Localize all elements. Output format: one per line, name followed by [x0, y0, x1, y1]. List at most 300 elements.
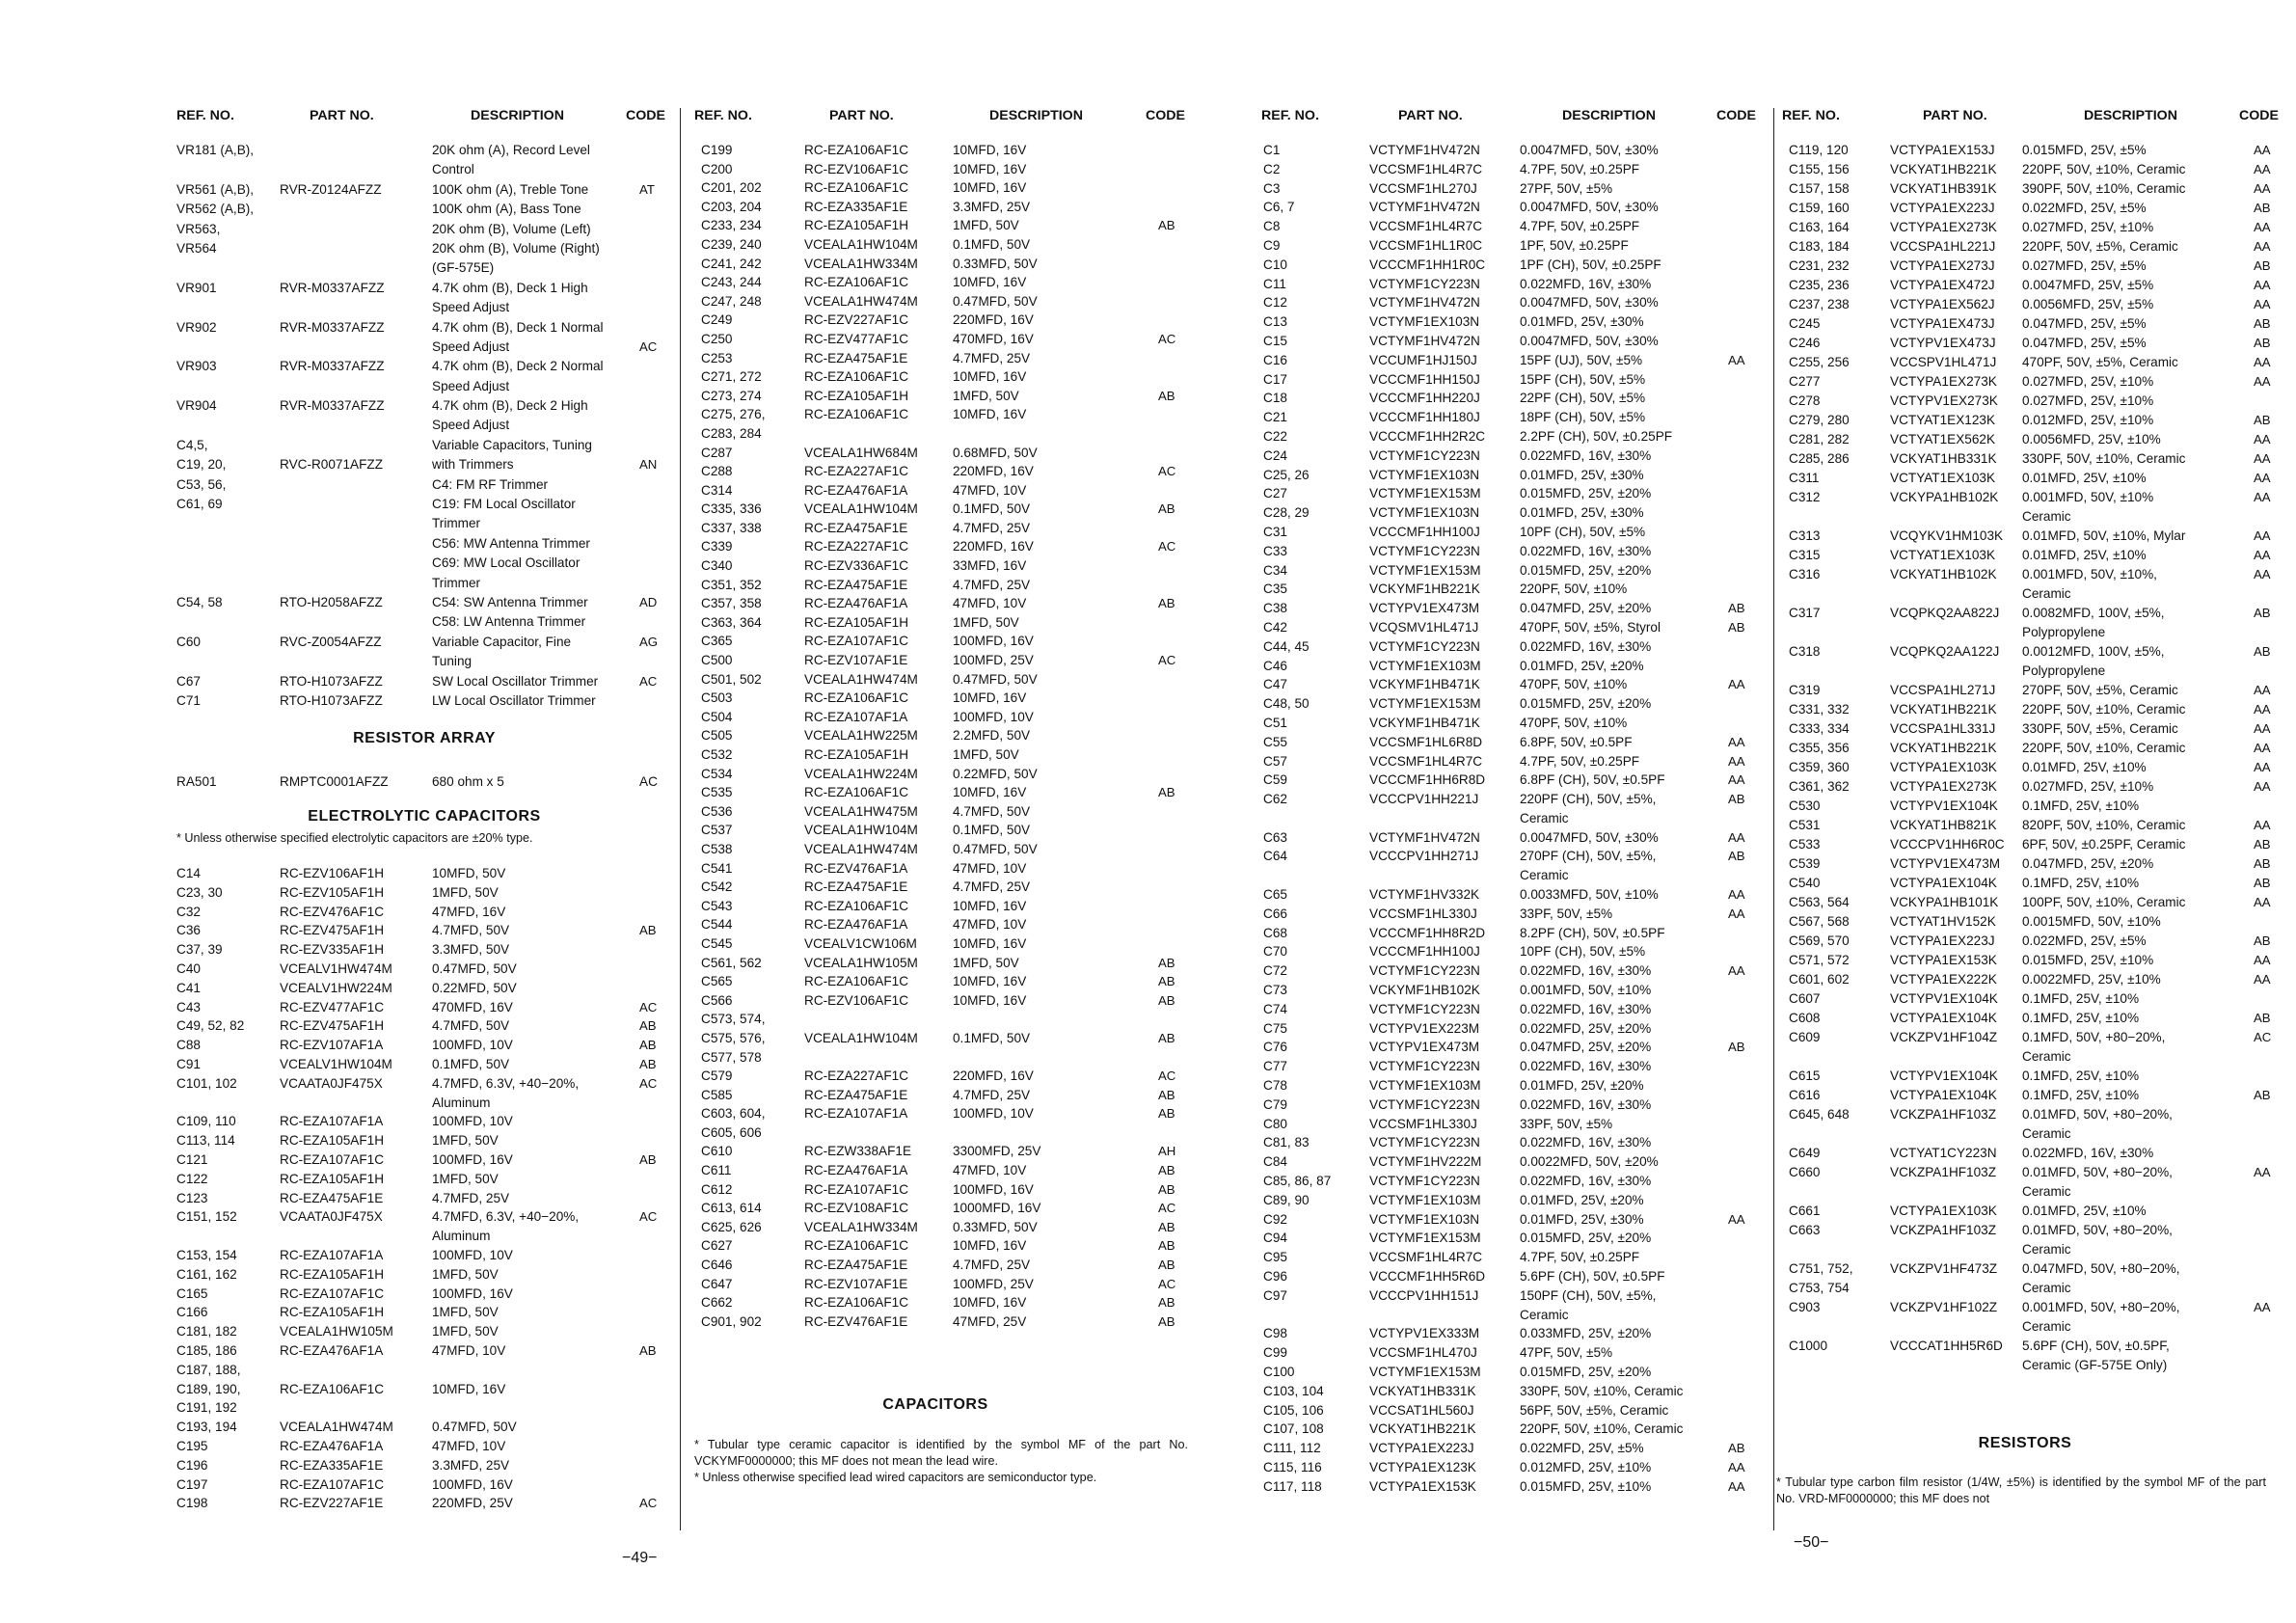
code: AA [2254, 972, 2271, 987]
part-no: VCKYPA1HB102K [1890, 490, 1999, 504]
code: AA [2254, 355, 2271, 369]
ref-no: C616 [1789, 1088, 1821, 1102]
description: 220MFD, 16V [953, 312, 1034, 328]
description: 20K ohm (B), Volume (Right) [432, 240, 600, 256]
description: 0.01MFD, 25V, ±30% [1520, 467, 1644, 482]
table-row [1782, 509, 2288, 528]
table-row [694, 1314, 1176, 1334]
table-row [176, 866, 670, 885]
table-row [1261, 544, 1763, 563]
part-no: RC-EZA476AF1A [804, 917, 908, 933]
table-row [176, 359, 670, 378]
ref-no: C198 [176, 1496, 208, 1511]
ref-no: C92 [1263, 1211, 1287, 1227]
header-code: CODE [2239, 108, 2279, 123]
ref-no: C315 [1789, 548, 1821, 562]
part-no: VCTYPA1EX223J [1890, 201, 1995, 215]
description: 0.01MFD, 25V, ±30% [1520, 314, 1644, 330]
ref-no: C573, 574, [701, 1012, 766, 1027]
ref-no: C187, 188, [176, 1362, 241, 1377]
part-no: VCTYMF1EX103N [1369, 314, 1480, 330]
ref-no: C197 [176, 1476, 208, 1492]
part-no: RC-EZA106AF1C [804, 898, 909, 913]
table-row [176, 457, 670, 476]
code: AA [2254, 1165, 2271, 1179]
ref-no: C46 [1263, 658, 1287, 673]
table-row [1782, 490, 2288, 509]
code: AA [2254, 528, 2271, 543]
code: AB [1158, 1106, 1175, 1122]
ref-no: C235, 236 [1789, 278, 1850, 292]
ref-no: C603, 604, [701, 1106, 766, 1122]
part-no: RC-EZA476AF1A [280, 1438, 384, 1453]
description: 0.1MFD, 25V, ±10% [2022, 1011, 2140, 1025]
table-row [1782, 220, 2288, 239]
description: (GF-575E) [432, 260, 495, 276]
ref-no: C365 [701, 634, 733, 649]
description: 4.7K ohm (B), Deck 2 High [432, 398, 588, 414]
ref-no: C27 [1263, 486, 1287, 501]
ref-no: C203, 204 [701, 199, 762, 214]
description: 0.022MFD, 16V, ±30% [1520, 1096, 1652, 1112]
description: Trimmer [432, 516, 481, 531]
ref-no: C62 [1263, 792, 1287, 807]
code: AC [1158, 1068, 1176, 1084]
table-row [1782, 316, 2288, 336]
description: 10MFD, 50V [432, 866, 506, 880]
part-no: VCCCMF1HH1R0C [1369, 257, 1486, 272]
part-no: VCTYPA1EX222K [1890, 972, 1997, 987]
table-row [176, 1133, 670, 1152]
ref-no: C662 [701, 1295, 733, 1311]
part-no: RVR-M0337AFZZ [280, 398, 385, 414]
ref-no: C12 [1263, 295, 1287, 311]
ref-no: C318 [1789, 644, 1821, 659]
ref-no: C535 [701, 785, 733, 800]
part-no: VCEALA1HW225M [804, 728, 918, 744]
part-no: VCCSPA1HL221J [1890, 239, 1996, 254]
ref-no: C649 [1789, 1146, 1821, 1160]
code: AA [1728, 352, 1745, 367]
ref-no: C107, 108 [1263, 1421, 1324, 1437]
description: 3.3MFD, 25V [432, 1457, 510, 1473]
description: 0.47MFD, 50V [432, 1420, 517, 1435]
ref-no: C70 [1263, 944, 1287, 960]
code: AB [1158, 1219, 1175, 1234]
table-row [1782, 413, 2288, 432]
description: 220MFD, 16V [953, 539, 1034, 555]
table-row [694, 180, 1176, 200]
code: AC [1158, 1201, 1176, 1216]
ref-no: C361, 362 [1789, 779, 1850, 794]
description: 0.1MFD, 25V, ±10% [2022, 798, 2140, 813]
table-row [176, 1305, 670, 1324]
table-row [176, 1496, 670, 1515]
table-row [176, 143, 670, 162]
table-row [1261, 1345, 1763, 1365]
resistors-note: * Tubular type carbon film resistor (1/4W, ±5%) is identified by the symbol MF of the part No. VRD-MF0000000; this MF does not [1776, 1475, 2266, 1505]
part-no: VCTYMF1CY223N [1369, 1059, 1480, 1074]
part-no: VCCSMF1HL270J [1369, 180, 1477, 196]
ref-no: C647 [701, 1276, 733, 1291]
part-no: VCTYMF1CY223N [1369, 638, 1480, 654]
description: 0.022MFD, 25V, ±5% [1520, 1441, 1644, 1456]
description: 47MFD, 25V [953, 1313, 1027, 1329]
capacitors-note-2: * Unless otherwise specified lead wired capacitors are semiconductor type. [694, 1471, 1097, 1484]
part-no: VCCCPV1HH6R0C [1890, 837, 2005, 852]
description: 100MFD, 10V [432, 1247, 513, 1262]
description: 4.7K ohm (B), Deck 1 High [432, 280, 588, 295]
description: with Trimmers [432, 457, 514, 473]
header-ref: REF. NO. [1261, 108, 1319, 123]
table-row [1261, 525, 1763, 544]
table-row [1782, 953, 2288, 972]
section-title-resistor-array: RESISTOR ARRAY [353, 730, 496, 746]
table-row [694, 257, 1176, 276]
ref-no: C563, 564 [1789, 895, 1850, 909]
description: 0.1MFD, 25V, ±10% [2022, 876, 2140, 890]
part-no: RC-EZA475AF1E [804, 350, 908, 365]
ref-no: C571, 572 [1789, 953, 1850, 967]
table-row [694, 426, 1176, 446]
ref-no: C615 [1789, 1068, 1821, 1083]
table-row [1261, 601, 1763, 620]
part-no: VCEALA1HW474M [804, 841, 918, 856]
description: 4.7PF, 50V, ±0.25PF [1520, 753, 1640, 769]
part-no: RVR-M0337AFZZ [280, 359, 385, 374]
description: 0.1MFD, 50V, +80−20%, [2022, 1030, 2166, 1044]
ref-no: C577, 578 [701, 1049, 762, 1065]
description: 4.7MFD, 25V [953, 350, 1031, 365]
part-no: RC-EZA105AF1H [804, 747, 909, 762]
description: 100MFD, 16V [432, 1151, 513, 1167]
ref-no: C625, 626 [701, 1219, 762, 1234]
part-no: VCCCPV1HH151J [1369, 1287, 1479, 1303]
description: 0.015MFD, 25V, ±20% [1520, 562, 1652, 578]
ref-no: C40 [176, 960, 201, 976]
code: AA [1728, 1478, 1745, 1494]
description: 0.22MFD, 50V [953, 766, 1038, 781]
code: AB [639, 1038, 657, 1053]
table-row [1782, 471, 2288, 490]
table-row [1782, 876, 2288, 895]
table-row [176, 942, 670, 961]
description: 47MFD, 10V [953, 860, 1027, 876]
description: Polypropylene [2022, 625, 2106, 639]
description: Aluminum [432, 1229, 491, 1244]
ref-no: C195 [176, 1438, 208, 1453]
description: Speed Adjust [432, 378, 510, 393]
description: 1MFD, 50V [432, 1133, 499, 1149]
description: 0.33MFD, 50V [953, 256, 1038, 271]
code: AC [1158, 653, 1176, 668]
table-row [1782, 1319, 2288, 1339]
ref-no: C316 [1789, 567, 1821, 582]
part-no: VCTYAT1EX103K [1890, 471, 1996, 485]
ref-no: C505 [701, 728, 733, 744]
description: 220PF, 50V, ±10%, Ceramic [2022, 741, 2186, 755]
part-no: RC-EZA475AF1E [804, 879, 908, 895]
code: AA [2254, 683, 2271, 697]
ref-no: C8 [1263, 219, 1281, 234]
code: AA [2254, 162, 2271, 176]
table-row [1261, 505, 1763, 525]
table-row [176, 1038, 670, 1057]
code: AA [1728, 734, 1745, 749]
description: 10MFD, 16V [432, 1381, 506, 1396]
ref-no: C253 [701, 350, 733, 365]
code: AC [639, 1496, 658, 1511]
part-no: VCTYPA1EX273J [1890, 258, 1995, 273]
part-no: VCTYPA1EX273K [1890, 779, 1997, 794]
ref-no: C534 [701, 766, 733, 781]
table-row [176, 379, 670, 398]
page-number-right: −50− [1794, 1534, 1829, 1551]
description: 0.027MFD, 25V, ±10% [2022, 393, 2154, 408]
table-row [1261, 1117, 1763, 1136]
description: 10MFD, 16V [953, 180, 1027, 196]
description: 0.47MFD, 50V [953, 293, 1038, 309]
part-no: VCTYMF1EX153M [1369, 1231, 1481, 1246]
table-row [1782, 1126, 2288, 1146]
table-row [176, 1229, 670, 1248]
part-no: VCCCMF1HH5R6D [1369, 1269, 1486, 1285]
table-row [1782, 567, 2288, 586]
table-row [694, 1106, 1176, 1125]
ref-no: C288 [701, 464, 733, 479]
description: 330PF, 50V, ±5%, Ceramic [2022, 721, 2178, 736]
description: 0.012MFD, 25V, ±10% [1520, 1459, 1652, 1474]
part-no: VCKZPA1HF103Z [1890, 1223, 1997, 1237]
table-row [1782, 895, 2288, 914]
ref-no: VR901 [176, 280, 217, 295]
part-no: RVC-Z0054AFZZ [280, 634, 382, 649]
ref-no: C340 [701, 558, 733, 574]
code: AB [1158, 218, 1175, 233]
ref-no: C113, 114 [176, 1133, 235, 1149]
part-no: RC-EZA475AF1E [804, 577, 908, 592]
ref-no: C89, 90 [1263, 1192, 1310, 1207]
ref-no: C611 [701, 1163, 732, 1178]
ref-no: C25, 26 [1263, 467, 1310, 482]
part-no: RC-EZA106AF1C [804, 180, 909, 196]
ref-no: C279, 280 [1789, 413, 1850, 427]
description: Tuning [432, 654, 473, 669]
part-no: VCKYAT1HB331K [1369, 1383, 1476, 1398]
description: 0.015MFD, 25V, ±20% [1520, 1365, 1652, 1379]
part-no: VCTYPA1EX223J [1890, 933, 1995, 948]
table-row [1261, 792, 1763, 811]
table-row [694, 389, 1176, 408]
part-no: VCCCPV1HH271J [1369, 849, 1479, 864]
table-row [1782, 586, 2288, 606]
table-row [694, 275, 1176, 294]
table-row [1261, 1059, 1763, 1078]
description: 220PF (CH), 50V, ±5%, [1520, 792, 1657, 807]
ref-no: C543 [701, 898, 733, 913]
part-no: VCTYPA1EX104K [1890, 876, 1997, 890]
table-row [694, 332, 1176, 351]
table-row [694, 1238, 1176, 1258]
code: AC [639, 338, 658, 354]
table-row [694, 162, 1176, 181]
part-no: RVR-M0337AFZZ [280, 319, 385, 335]
table-row [694, 521, 1176, 540]
description: 4.7MFD, 25V [953, 1087, 1031, 1102]
table-row [1782, 779, 2288, 798]
table-row [694, 351, 1176, 370]
table-row [1782, 1339, 2288, 1358]
description: 1MFD, 50V [432, 884, 499, 900]
description: Ceramic [2022, 1126, 2071, 1141]
resistor-array-row [176, 774, 670, 794]
description: 0.1MFD, 50V [953, 1030, 1031, 1045]
ref-no: C75 [1263, 1020, 1287, 1036]
description: 10MFD, 16V [953, 974, 1027, 989]
part-no: VCEALA1HW474M [804, 671, 918, 687]
description: 0.047MFD, 25V, ±5% [2022, 336, 2147, 350]
table-row [176, 635, 670, 654]
table-row [694, 785, 1176, 804]
part-no: VCKYAT1HB821K [1890, 818, 1997, 832]
ref-no: C250 [701, 331, 733, 346]
description: 1MFD, 50V [953, 955, 1019, 970]
table-row [1261, 391, 1763, 410]
code: AN [639, 457, 658, 473]
ref-no: C96 [1263, 1269, 1287, 1285]
table-row [1782, 336, 2288, 355]
ref-no: C1 [1263, 143, 1281, 157]
part-no: VCCSMF1HL1R0C [1369, 237, 1483, 253]
ref-no: C35 [1263, 582, 1287, 597]
description: 10MFD, 16V [953, 143, 1027, 157]
table-row [1261, 334, 1763, 353]
table-row [1261, 1135, 1763, 1154]
description: 0.1MFD, 50V [953, 501, 1031, 517]
ref-no: C241, 242 [701, 256, 762, 271]
table-row [1782, 451, 2288, 471]
ref-no: C249 [701, 312, 733, 328]
part-no: RC-EZV475AF1H [280, 923, 385, 938]
code: AA [2254, 278, 2271, 292]
part-no: VCKYAT1HB331K [1890, 451, 1997, 466]
description: 100MFD, 16V [432, 1476, 513, 1492]
description: 0.47MFD, 50V [953, 841, 1038, 856]
ref-no: C532 [701, 747, 733, 762]
description: 0.022MFD, 16V, ±30% [1520, 963, 1652, 979]
table-row [1782, 258, 2288, 278]
ref-no: C605, 606 [701, 1124, 762, 1140]
part-no: RC-EZA335AF1E [280, 1457, 384, 1473]
code: AB [639, 1151, 657, 1167]
code: AA [2254, 143, 2271, 157]
part-no: VCKZPA1HF103Z [1890, 1107, 1997, 1122]
description: 10MFD, 16V [953, 1238, 1027, 1254]
part-no: RC-EZV477AF1C [804, 331, 909, 346]
code: AB [1728, 792, 1745, 807]
ref-no: C317 [1789, 606, 1821, 620]
part-no: VCTYMF1EX153M [1369, 486, 1481, 501]
table-row [176, 1114, 670, 1133]
table-row [1782, 297, 2288, 316]
description: 56PF, 50V, ±5%, Ceramic [1520, 1402, 1669, 1418]
ref-no: C55 [1263, 734, 1287, 749]
code: AB [1158, 785, 1175, 800]
table-row [176, 1248, 670, 1267]
description: 0.022MFD, 16V, ±30% [1520, 1059, 1652, 1074]
description: Ceramic [1520, 810, 1569, 825]
part-no: VCCSMF1HL470J [1369, 1345, 1477, 1361]
description: 10MFD, 16V [953, 992, 1027, 1008]
description: 330PF, 50V, ±10%, Ceramic [1520, 1383, 1684, 1398]
part-no: VCCCMF1HH100J [1369, 524, 1480, 539]
ref-no: C111, 112 [1263, 1441, 1321, 1456]
description: 0.047MFD, 25V, ±20% [2022, 856, 2154, 871]
part-no: VCTYPA1EX103K [1890, 1204, 1997, 1218]
description: 100K ohm (A), Treble Tone [432, 181, 589, 197]
table-row [176, 595, 670, 614]
table-row [176, 885, 670, 905]
ref-no: C337, 338 [701, 520, 762, 535]
part-no: RC-EZV105AF1H [280, 884, 385, 900]
header-part: PART NO. [1923, 108, 1987, 123]
table-row [176, 654, 670, 673]
part-no: VCCSMF1HL330J [1369, 906, 1477, 921]
ref-no: C565 [701, 974, 733, 989]
table-row [1261, 563, 1763, 582]
table-row [1261, 639, 1763, 659]
table-row [1261, 906, 1763, 926]
table-row [176, 1343, 670, 1363]
ref-no: C503 [701, 690, 733, 706]
ref-no: C2 [1263, 161, 1281, 176]
description: 100PF, 50V, ±10%, Ceramic [2022, 895, 2186, 909]
ref-no: C312 [1789, 490, 1821, 504]
code: AA [1728, 906, 1745, 921]
part-no: RC-EZV107AF1E [804, 653, 908, 668]
ref-no: C66 [1263, 906, 1287, 921]
part-no: RC-EZA106AF1C [804, 407, 909, 422]
description: 0.015MFD, 25V, ±5% [2022, 143, 2147, 157]
table-row [1782, 683, 2288, 702]
description: 47MFD, 10V [953, 482, 1027, 498]
code: AB [1728, 619, 1745, 635]
description: Speed Adjust [432, 300, 510, 315]
ref-no: C359, 360 [1789, 760, 1850, 774]
part-no: RC-EZA475AF1E [280, 1190, 384, 1205]
table-row [176, 1076, 670, 1096]
code: AC [1158, 464, 1176, 479]
parts-list [1782, 143, 2288, 1377]
ref-no: C500 [701, 653, 733, 668]
table-row [176, 438, 670, 457]
table-row [1261, 200, 1763, 219]
table-row [1782, 914, 2288, 933]
ref-no: C501, 502 [701, 671, 762, 687]
part-no: RC-EZV107AF1E [804, 1276, 908, 1291]
description: C69: MW Local Oscillator [432, 555, 581, 571]
description: Ceramic [2022, 586, 2071, 601]
code: AC [639, 1075, 658, 1091]
table-row [694, 1295, 1176, 1314]
description: 0.0012MFD, 100V, ±5%, [2022, 644, 2165, 659]
table-row [1261, 1421, 1763, 1441]
part-no: RTO-H1073AFZZ [280, 673, 383, 689]
description: 0.047MFD, 25V, ±20% [1520, 601, 1652, 616]
code: AA [2254, 297, 2271, 311]
ref-no: RA501 [176, 774, 217, 789]
code: AB [2254, 1011, 2271, 1025]
